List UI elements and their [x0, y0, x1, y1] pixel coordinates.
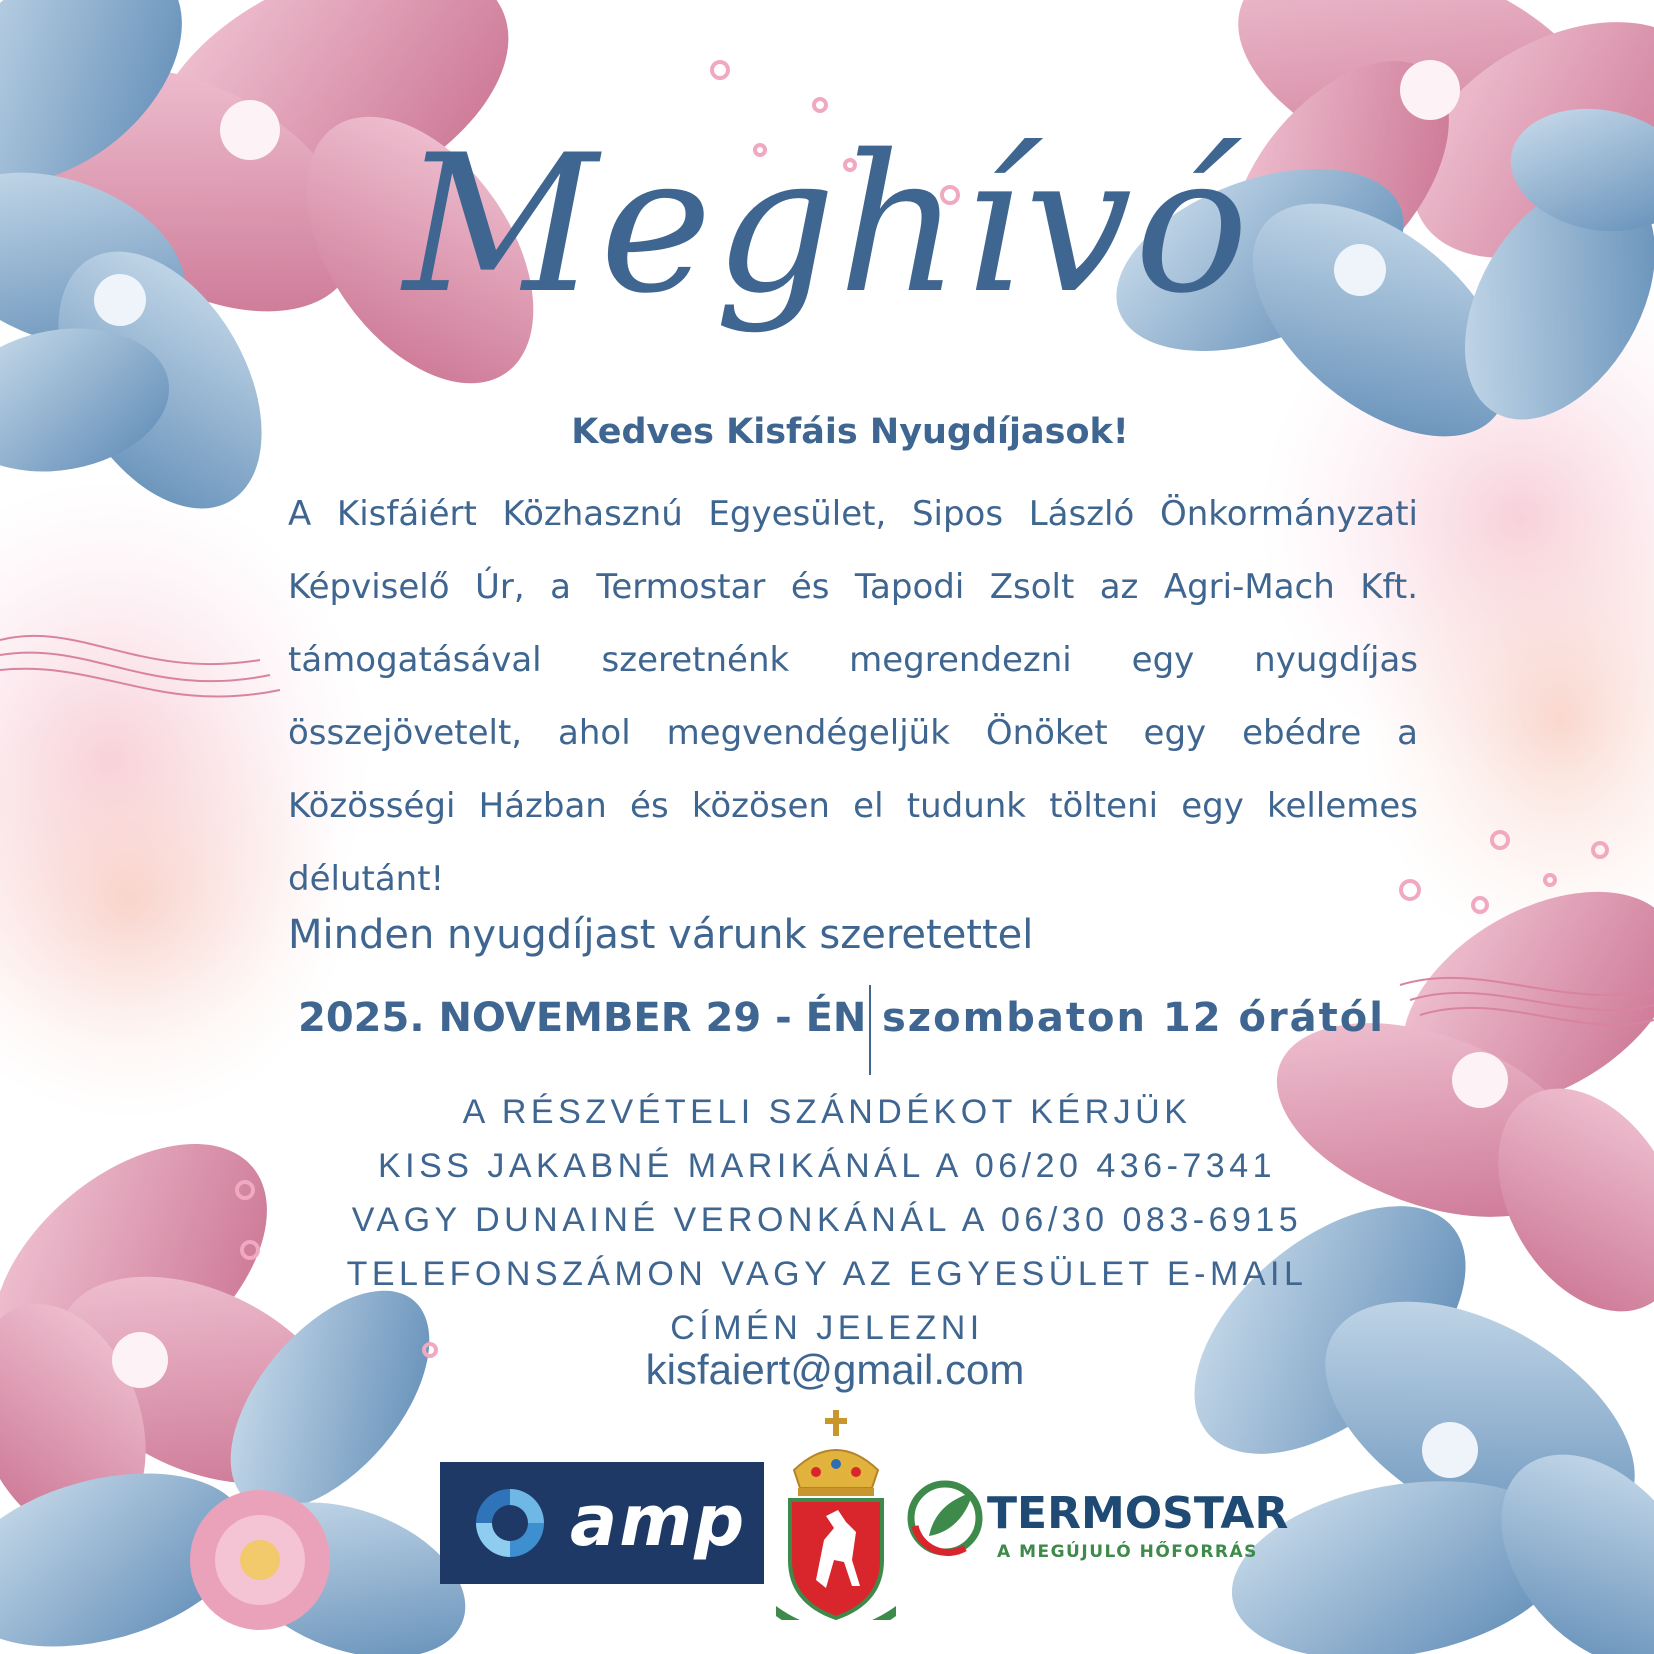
- daisy-flower: [190, 1490, 330, 1630]
- event-date: 2025. NOVEMBER 29 - ÉN: [298, 995, 867, 1041]
- rsvp-line: KISS JAKABNÉ MARIKÁNÁL A 06/20 436-7341: [377, 1147, 1277, 1185]
- date-divider: [869, 985, 871, 1075]
- rsvp-line: VAGY DUNAINÉ VERONKÁNÁL A 06/30 083-6915: [351, 1201, 1303, 1239]
- amp-wordmark: amp: [570, 1480, 747, 1562]
- termostar-logo: [905, 1468, 1290, 1578]
- rsvp-line: CÍMÉN JELEZNI: [670, 1309, 984, 1347]
- welcome-line: Minden nyugdíjast várunk szeretettel: [288, 912, 1034, 958]
- greeting-heading: Kedves Kisfáis Nyugdíjasok!: [571, 412, 1129, 452]
- invitation-title: Meghívó: [403, 114, 1251, 335]
- termostar-tagline: A MEGÚJULÓ HŐFORRÁS: [997, 1542, 1258, 1562]
- invitation-body: A Kisfáiért Közhasznú Egyesület, Sipos László Önkormányzati Képviselő Úr, a Termostar és Tapodi Zsolt az Agri-Mach Kft. támogatásával szeretnénk megrendezni egy nyugdíjas összejövetelt, ahol megvendégeljük Önöket egy ebédre a Közösségi Házban és közösen el tudunk tölteni egy kellemes délutánt!: [288, 494, 1418, 899]
- contact-email: kisfaiert@gmail.com: [645, 1346, 1025, 1393]
- event-time: szombaton 12 órától: [882, 995, 1385, 1041]
- rsvp-instructions: [0, 1085, 1654, 1355]
- rsvp-line: TELEFONSZÁMON VAGY AZ EGYESÜLET E-MAIL: [346, 1255, 1308, 1293]
- amp-swirl-icon: [470, 1483, 550, 1563]
- amp-logo: [440, 1462, 764, 1584]
- rsvp-line: A RÉSZVÉTELI SZÁNDÉKOT KÉRJÜK: [462, 1093, 1192, 1131]
- termostar-wordmark: TERMOSTAR: [987, 1488, 1289, 1539]
- coat-of-arms-goat-crown-icon: [776, 1410, 896, 1620]
- termostar-leaf-icon: [905, 1478, 985, 1558]
- event-datetime: [0, 985, 1654, 1075]
